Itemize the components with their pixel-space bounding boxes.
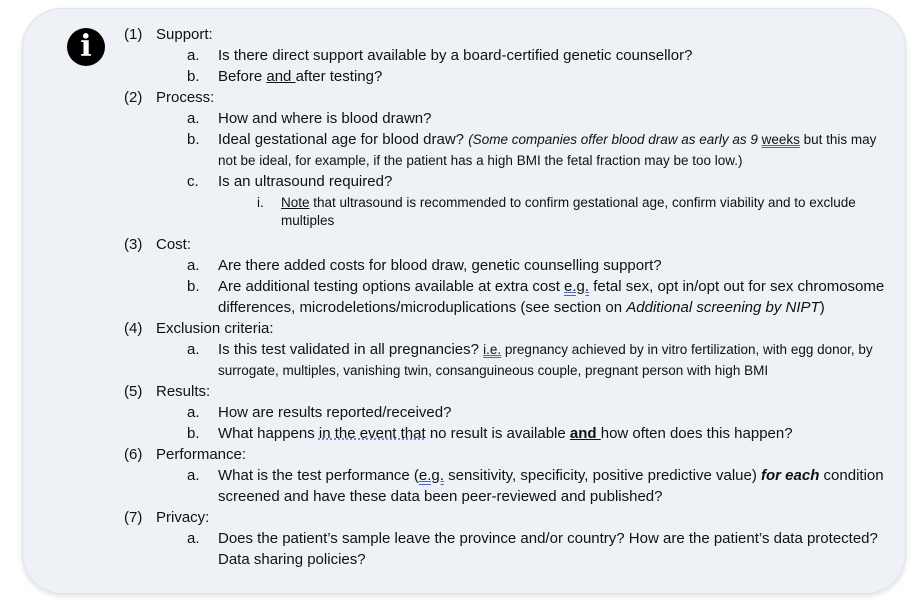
list-item <box>124 402 894 423</box>
section-cost <box>124 234 894 255</box>
item-letter: a. <box>187 257 200 274</box>
item-letter: a. <box>187 530 200 547</box>
item-text: What happens in the event that no result is available and how often does this happen? <box>218 425 793 442</box>
list-item <box>124 276 894 318</box>
section-performance <box>124 444 894 465</box>
list-item <box>124 423 894 444</box>
item-text: Is this test validated in all pregnancies? i.e. pregnancy achieved by in vitro fertilization, with egg donor, by surrogate, multiples, vanishing twin, consanguineous couple, pregnant person with high BMI <box>218 341 873 378</box>
section-title: Results: <box>156 383 211 400</box>
item-text: Are additional testing options available at extra cost e.g. fetal sex, opt in/opt out for sex chromosome differences, microdeletions/microduplications (see section on Additional screening by NIPT) <box>218 278 885 316</box>
section-number: (1) <box>124 26 143 43</box>
item-text: Note that ultrasound is recommended to confirm gestational age, confirm viability and to exclude multiples <box>281 195 856 228</box>
item-text: How and where is blood drawn? <box>218 110 432 127</box>
item-letter: b. <box>187 131 200 148</box>
section-number: (2) <box>124 89 143 106</box>
section-number: (5) <box>124 383 143 400</box>
section-title: Privacy: <box>156 509 210 526</box>
item-letter: a. <box>187 341 200 358</box>
item-letter: a. <box>187 110 200 127</box>
list-item <box>124 66 894 87</box>
section-support <box>124 24 894 45</box>
item-text: Are there added costs for blood draw, genetic counselling support? <box>218 257 662 274</box>
section-number: (4) <box>124 320 143 337</box>
section-title: Cost: <box>156 236 192 253</box>
section-title: Performance: <box>156 446 247 463</box>
item-text: How are results reported/received? <box>218 404 452 421</box>
list-item <box>124 108 894 129</box>
item-letter: a. <box>187 47 200 64</box>
checklist <box>124 24 894 570</box>
section-title: Process: <box>156 89 215 106</box>
item-text: Ideal gestational age for blood draw? (Some companies offer blood draw as early as 9 weeks but this may not be ideal, for example, if the patient has a high BMI the fetal fraction may be too low.) <box>218 131 877 168</box>
section-number: (7) <box>124 509 143 526</box>
section-title: Exclusion criteria: <box>156 320 274 337</box>
item-text: What is the test performance (e.g. sensitivity, specificity, positive predictive value) for each condition screened and have these data been peer-reviewed and published? <box>218 467 884 505</box>
item-letter: a. <box>187 404 200 421</box>
section-results <box>124 381 894 402</box>
section-title: Support: <box>156 26 213 43</box>
sub-list-item <box>124 194 894 230</box>
item-text: Is there direct support available by a board-certified genetic counsellor? <box>218 47 693 64</box>
item-letter: b. <box>187 425 200 442</box>
item-letter: b. <box>187 278 200 295</box>
section-privacy <box>124 507 894 528</box>
section-number: (6) <box>124 446 143 463</box>
list-item <box>124 171 894 192</box>
list-item <box>124 129 894 171</box>
item-text: Does the patient’s sample leave the province and/or country? How are the patient’s data protected? Data sharing policies? <box>218 530 878 568</box>
info-icon: i <box>67 28 105 66</box>
section-number: (3) <box>124 236 143 253</box>
item-text: Before and after testing? <box>218 68 383 85</box>
item-letter: c. <box>187 173 199 190</box>
section-process <box>124 87 894 108</box>
item-text: Is an ultrasound required? <box>218 173 393 190</box>
item-letter: i. <box>257 195 264 210</box>
list-item <box>124 255 894 276</box>
section-exclusion-criteria <box>124 318 894 339</box>
list-item <box>124 339 894 381</box>
list-item <box>124 528 894 570</box>
list-item <box>124 45 894 66</box>
item-letter: b. <box>187 68 200 85</box>
item-letter: a. <box>187 467 200 484</box>
list-item <box>124 465 894 507</box>
